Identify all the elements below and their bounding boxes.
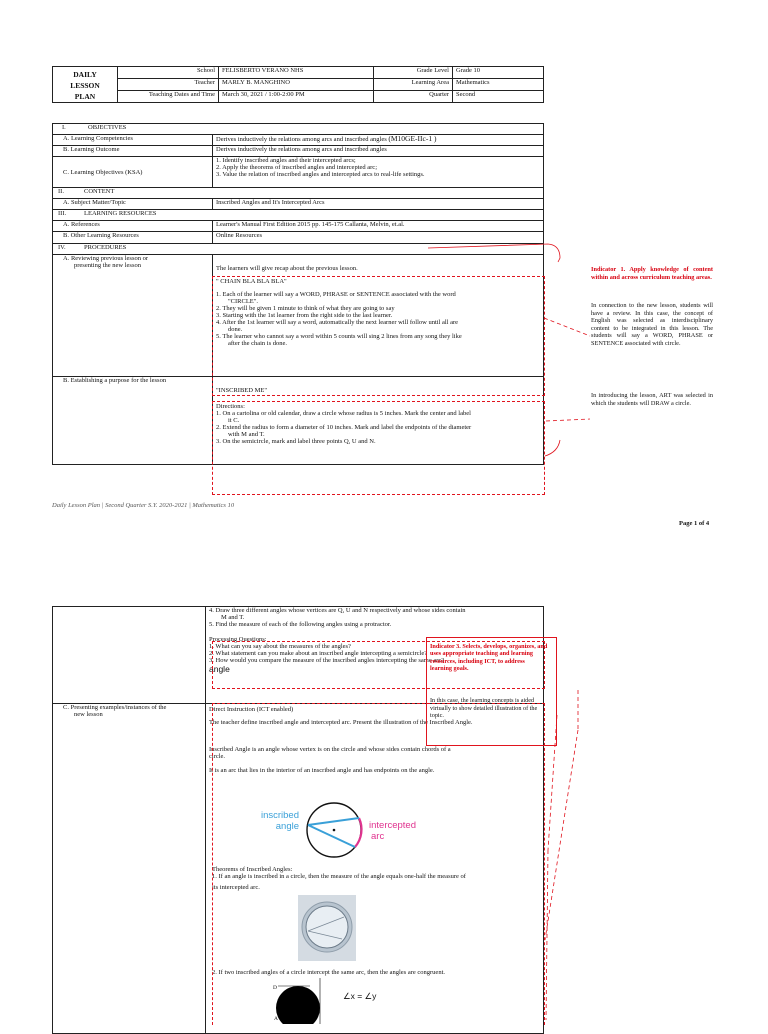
inscribed-angle-label: inscribed angle — [260, 810, 299, 832]
learning-outcome-value: Derives inductively the relations among arcs and inscribed angles — [213, 146, 544, 157]
grade-level-label: Grade Level — [374, 67, 453, 79]
references-value: Learner's Manual First Edition 2015 pp. 145-175 Callanta, Melvin, et.al. — [213, 221, 544, 232]
presenting-examples-label: C. Presenting examples/instances of the new lesson — [53, 704, 206, 1034]
learning-outcome-label: B. Learning Outcome — [53, 146, 213, 157]
indicator-1-paragraph: In connection to the new lesson, students will have a review. In this case, the concept of English was selected as interdisciplinary content to be integrated in this lesson. The students will say a WORD, PHRASE or SENTENCE associated with circle. — [591, 302, 713, 347]
intercepted-arc-label: intercepted arc — [369, 820, 417, 842]
references-label: A. References — [53, 221, 213, 232]
school-value: FELISBERTO VERANO NHS — [219, 67, 374, 79]
continued-activity-value: 4. Draw three different angles whose vertices are Q, U and N respectively and whose sides contain M and T. 5. Find the measure of each of the following angles using a protractor. Processing Questions: 1. What can you say about the measures of the angles? 2. What statement can you make about an inscribed angle intercepting a semicircle? 3. How would you compare the measure of the inscribed angles intercepting the same arc? angle — [206, 607, 544, 704]
teaching-dates-value: March 30, 2021 / 1:00-2:00 PM — [219, 91, 374, 103]
learning-area-label: Learning Area — [374, 79, 453, 91]
learning-competencies-value: Derives inductively the relations among arcs and inscribed angles (M10GE-IIc-1 ) — [213, 135, 544, 146]
indicator-1-paragraph-2: In introducing the lesson, ART was selected in which the students will DRAW a circle. — [591, 392, 713, 407]
indicator-3-title: Indicator 3. Selects, develops, organizes, and uses appropriate teaching and learning resources, including ICT, to address learning goals. — [430, 643, 548, 673]
theorem-1-continued: its intercepted arc. — [212, 884, 260, 891]
learning-objectives-value: 1. Identify inscribed angles and their intercepted arcs; 2. Apply the theorems of inscribed angles and intercepted arc; 3. Value the relation of inscribed angles and intercepted arcs to real-life settings. — [213, 157, 544, 188]
learning-competencies-label: A. Learning Competencies — [53, 135, 213, 146]
teacher-label: Teacher — [118, 79, 219, 91]
theorems-title: Theorems of Inscribed Angles: — [212, 866, 293, 873]
theorem-1: 1. If an angle is inscribed in a circle, then the measure of the angle equals one-half the measure of — [212, 873, 466, 880]
school-label: School — [118, 67, 219, 79]
teaching-dates-label: Teaching Dates and Time — [118, 91, 219, 103]
establishing-purpose-value: "INSCRIBED ME" Directions: 1. On a cartolina or old calendar, draw a circle whose radius is 5 inches. Mark the center and label it C. 2. Extend the radius to form a diameter of 10 inches. Mark and label the endpoints of the diameter with M and T. 3. On the semicircle, mark and label three points Q, U and N. — [213, 377, 544, 465]
other-resources-label: B. Other Learning Resources — [53, 232, 213, 244]
establishing-purpose-label: B. Establishing a purpose for the lesson — [53, 377, 213, 465]
procedures-heading: IV. PROCEDURES — [53, 244, 544, 255]
subject-matter-label: A. Subject Matter/Topic — [53, 199, 213, 210]
reviewing-lesson-value: The learners will give recap about the previous lesson. " CHAIN BLA BLA BLA" 1. Each of the learner will say a WORD, PHRASE or SENTENCE associated with the word "CIRCLE". 2. They will be given 1 minute to think of what they are going to say 3. Starting with the 1st learner from the right side to the last learner. 4. After the 1st learner will say a word, automatically the next learner will follow until all are done. 5. The learner who cannot say a word within 5 counts will sing 2 lines from any song they like after the chain is done. — [213, 255, 544, 377]
other-resources-value: Online Resources — [213, 232, 544, 244]
grade-level-value: Grade 10 — [453, 67, 544, 79]
learning-area-value: Mathematics — [453, 79, 544, 91]
learning-objectives-label: C. Learning Objectives (KSA) — [53, 157, 213, 188]
indicator-1-title: Indicator 1. Apply knowledge of content within and across curriculum teaching areas. — [591, 266, 713, 281]
objectives-heading: I. OBJECTIVES — [53, 124, 544, 135]
page-number: Page 1 of 4 — [679, 520, 710, 527]
indicator-3-paragraph: In this case, the learning concepts is aided virtually to show detailed illustration of the topic. — [430, 697, 538, 720]
reviewing-lesson-label: A. Reviewing previous lesson or presenting the new lesson — [53, 255, 213, 377]
presenting-examples-value: Direct Instruction (ICT enabled) The teacher define inscribed angle and intercepted arc. Present the illustration of the Inscribed Angle. Inscribed Angle is an angle whose vertex is on the circle and whose sides contain chords of a circle. It is an arc that lies in the interior of an inscribed angle and has endpoints on the angle. — [206, 704, 544, 1034]
subject-matter-value: Inscribed Angles and It's Intercepted Arcs — [213, 199, 544, 210]
quarter-label: Quarter — [374, 91, 453, 103]
point-label-a: A — [274, 1016, 278, 1022]
learning-resources-heading: III. LEARNING RESOURCES — [53, 210, 544, 221]
page-footer-left: Daily Lesson Plan | Second Quarter S.Y. 2020-2021 | Mathematics 10 — [52, 502, 235, 509]
annotation-connectors-page2 — [0, 600, 768, 1024]
lesson-plan-title: DAILY LESSON PLAN — [53, 67, 118, 103]
content-heading: II. CONTENT — [53, 188, 544, 199]
congruent-angles-equation: ∠x = ∠y — [343, 991, 377, 1001]
teacher-value: MARLY B. MANGHINO — [219, 79, 374, 91]
point-label-d: D — [273, 985, 277, 991]
quarter-value: Second — [453, 91, 544, 103]
theorem-2: 2. If two inscribed angles of a circle intercept the same arc, then the angles are congruent. — [212, 969, 445, 976]
